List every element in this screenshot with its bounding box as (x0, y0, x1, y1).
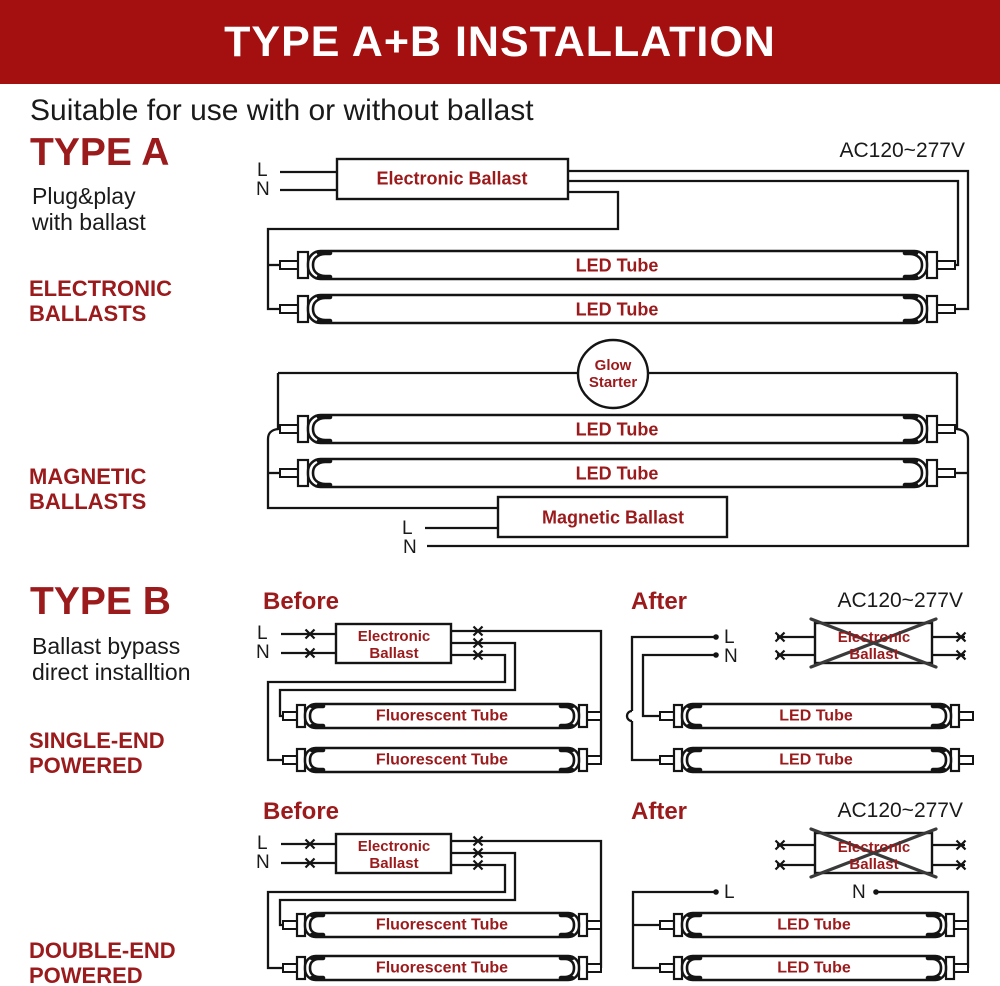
electronic-ballast-label-b2b-line1: Electronic (357, 838, 431, 856)
fluorescent-tube-label-b2-2: Fluorescent Tube (375, 959, 509, 977)
fluorescent-tube-label-b2-1: Fluorescent Tube (375, 916, 509, 934)
before-label-b2: Before (263, 798, 340, 825)
line-label-b2b: L (257, 833, 268, 854)
led-tube-label-b1a-1: LED Tube (779, 707, 853, 725)
crossed-ballast-label-b1a-line2: Ballast (849, 646, 899, 664)
wire-terminal-dot (713, 889, 719, 895)
crossed-ballast-label-b1a-line1: Electronic (837, 629, 911, 647)
voltage-label-a1: AC120~277V (839, 139, 965, 162)
led-tube-label-a1-2: LED Tube (575, 299, 659, 320)
led-tube-label-b1a-2: LED Tube (779, 751, 853, 769)
electronic-ballast-label-b1b-line2: Ballast (369, 645, 419, 663)
line-label-a1: L (257, 160, 268, 181)
electronic-ballast-label-b1b-line1: Electronic (357, 628, 431, 646)
electronic-ballasts-heading-line2: BALLASTS (29, 301, 147, 326)
wire (627, 711, 632, 721)
wire (632, 637, 716, 711)
single-end-heading-line2: POWERED (29, 753, 143, 778)
line-label-b1b: L (257, 623, 268, 644)
subtitle: Suitable for use with or without ballast (30, 94, 534, 127)
wire (451, 631, 601, 760)
voltage-label-b1a: AC120~277V (837, 589, 963, 612)
neutral-label-b2b: N (256, 852, 270, 873)
type-b-desc-line2: direct installtion (32, 659, 191, 685)
voltage-label-b2a: AC120~277V (837, 799, 963, 822)
magnetic-ballasts-heading-line2: BALLASTS (29, 489, 147, 514)
wire-terminal-dot (713, 634, 719, 640)
wire-terminal-dot (873, 889, 879, 895)
glow-starter-label-line1: Glow (594, 357, 632, 375)
wire (451, 841, 601, 968)
glow-starter-label-line2: Starter (588, 374, 638, 392)
type-a-desc-line1: Plug&play (32, 183, 136, 209)
wire (632, 721, 660, 760)
led-tube-label-b2a-2: LED Tube (777, 959, 851, 977)
wire (278, 373, 281, 429)
type-a-title: TYPE A (30, 131, 170, 174)
magnetic-ballasts-heading-line1: MAGNETIC (29, 464, 147, 489)
electronic-ballasts-heading-line1: ELECTRONIC (29, 276, 172, 301)
line-label-b1a: L (724, 627, 735, 648)
neutral-label-a2: N (403, 537, 417, 558)
fluorescent-tube-label-b1-2: Fluorescent Tube (375, 751, 509, 769)
line-label-a2: L (402, 518, 413, 539)
wire (568, 171, 968, 309)
page-title: TYPE A+B INSTALLATION (224, 17, 776, 66)
after-label-b2: After (631, 798, 688, 825)
double-end-heading-line2: POWERED (29, 963, 143, 986)
type-a-desc-line2: with ballast (32, 209, 146, 235)
single-end-heading-line1: SINGLE-END (29, 728, 165, 753)
before-label-b1: Before (263, 588, 340, 615)
led-tube-label-a2-2: LED Tube (575, 463, 659, 484)
fluorescent-tube-label-b1-1: Fluorescent Tube (375, 707, 509, 725)
magnetic-ballast-label: Magnetic Ballast (541, 507, 685, 528)
led-tube-label-a1-1: LED Tube (575, 255, 659, 276)
electronic-ballast-label-a1: Electronic Ballast (376, 168, 528, 189)
neutral-label-a1: N (256, 179, 270, 200)
crossed-ballast-label-b2a-line2: Ballast (849, 856, 899, 874)
wire (954, 373, 957, 429)
neutral-label-b1a: N (724, 646, 738, 667)
electronic-ballast-label-b2b-line2: Ballast (369, 855, 419, 873)
led-tube-label-b2a-1: LED Tube (777, 916, 851, 934)
wire-terminal-dot (713, 652, 719, 658)
led-tube-label-a2-1: LED Tube (575, 419, 659, 440)
line-label-b2a: L (724, 882, 735, 903)
type-b-desc-line1: Ballast bypass (32, 633, 181, 659)
neutral-label-b2a: N (852, 882, 866, 903)
title-banner (0, 0, 1000, 84)
after-label-b1: After (631, 588, 688, 615)
neutral-label-b1b: N (256, 642, 270, 663)
type-b-title: TYPE B (30, 580, 171, 623)
double-end-heading-line1: DOUBLE-END (29, 938, 176, 963)
crossed-ballast-label-b2a-line1: Electronic (837, 839, 911, 857)
